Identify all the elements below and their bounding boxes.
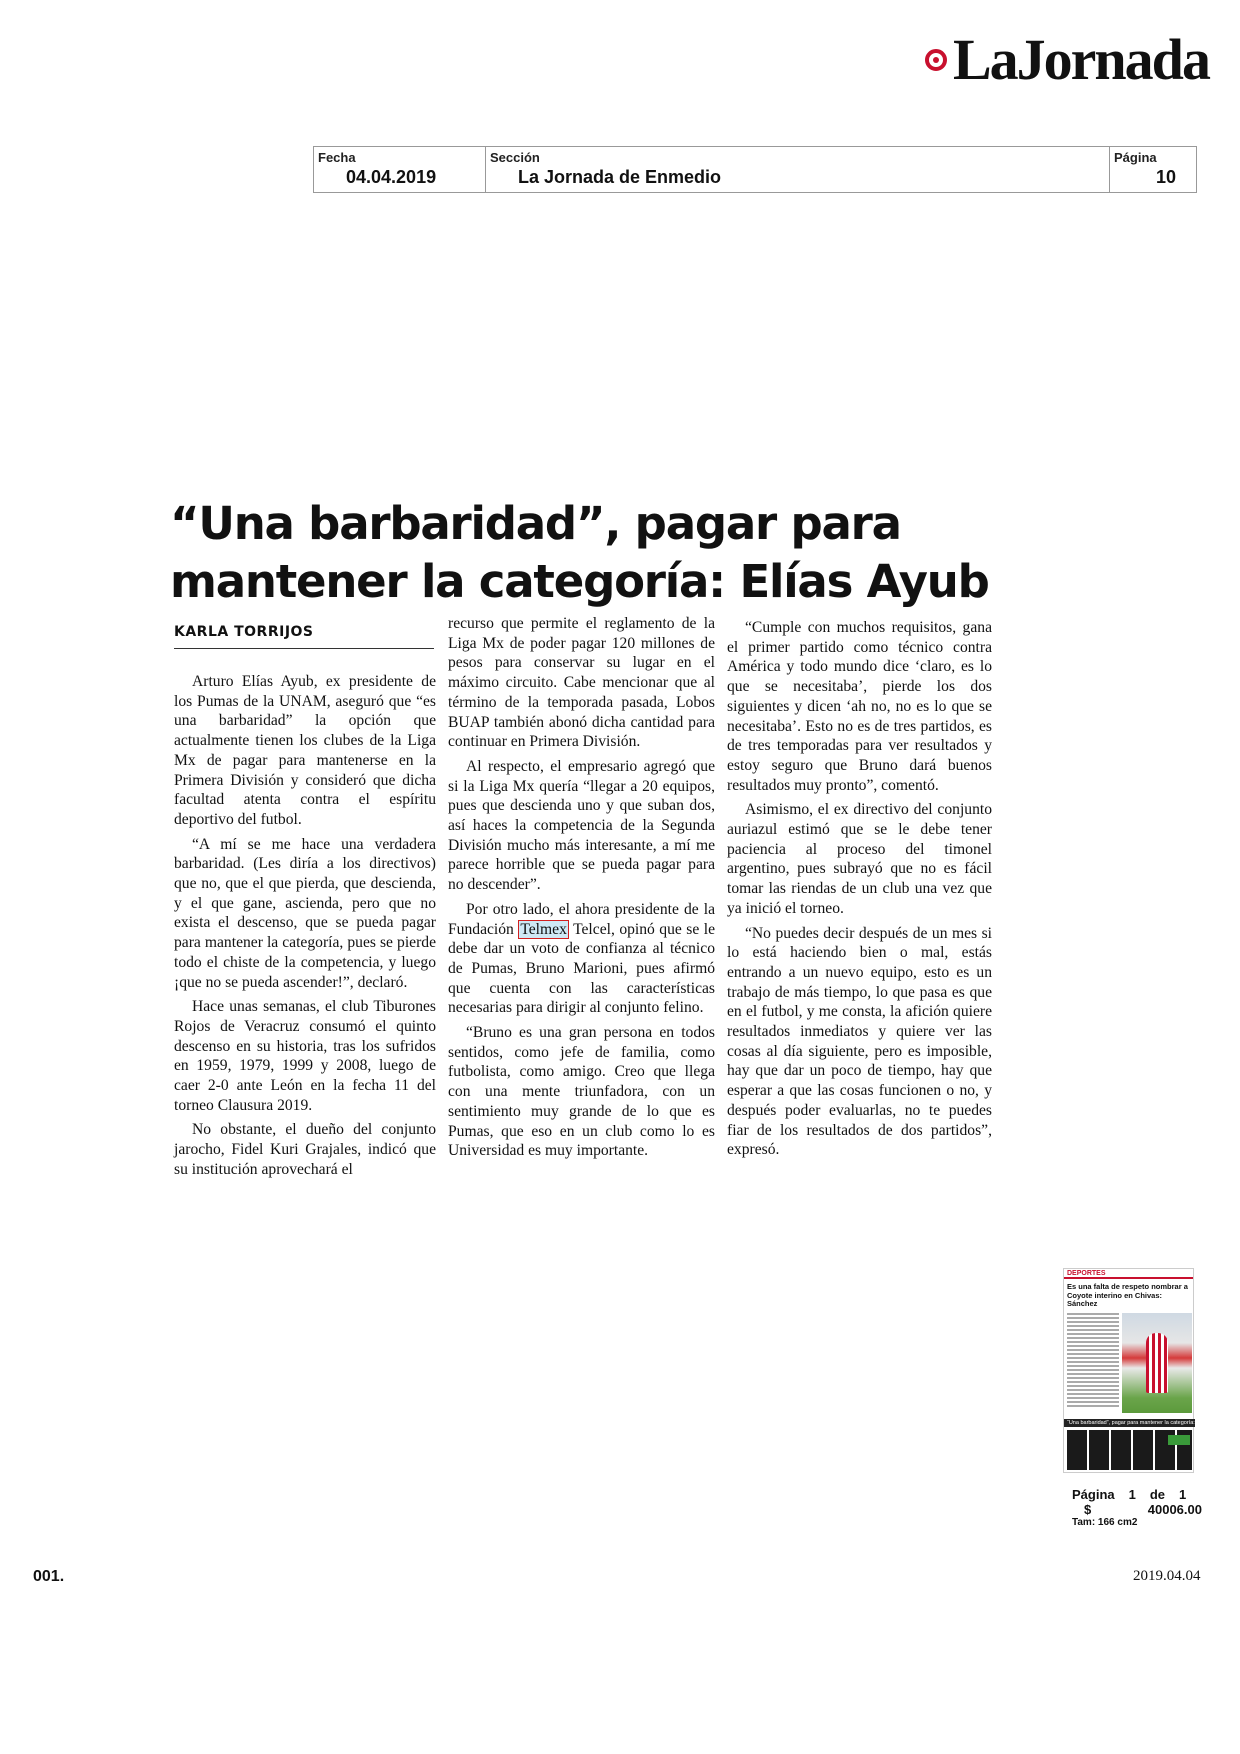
masthead-logo: [925, 28, 1225, 92]
thumbnail-section: DEPORTES: [1064, 1269, 1193, 1279]
paragraph-with-highlight: [448, 900, 715, 1018]
fecha-value: 04.04.2019: [346, 167, 437, 187]
page-info: [1072, 1487, 1202, 1528]
headline-line-2: mantener la categoría: Elías Ayub: [170, 555, 989, 608]
page-de: de: [1149, 1487, 1166, 1502]
thumbnail-headline: Es una falta de respeto nombrar a Coyote interino en Chivas: Sánchez: [1067, 1282, 1188, 1308]
paragraph: Arturo Elías Ayub, ex presidente de los Pumas de la UNAM, aseguró que “es una barbaridad” la opción que actualmente tienen los clubes de la Liga Mx de pagar para mantenerse en la Primera División y consideró que dicha facultad atenta contra el espíritu deportivo del futbol.: [174, 673, 436, 828]
paragraph: Hace unas semanas, el club Tiburones Rojos de Veracruz consumó el quinto descenso en su historia, tras los sufridos en 1959, 1979, 1999 y 2008, luego de caer 2-0 ante León en la fecha 11 del torneo Clausura 2019.: [174, 998, 436, 1114]
article-column-1: [174, 672, 436, 1185]
page-label: Página: [1072, 1487, 1115, 1502]
seccion-value: La Jornada de Enmedio: [518, 167, 722, 187]
paragraph: No obstante, el dueño del conjunto jarocho, Fidel Kuri Grajales, indicó que su institución aprovechará el: [174, 1121, 436, 1178]
paragraph: “A mí se me hace una verdadera barbaridad. (Les diría a los directivos) que no, que el que pierda, que descienda, y el que gane, ascienda, pero que no exista el descenso, que se pueda pagar para mantener la categoría, pues se pierde todo el chiste de la competencia, y luego ¡que no se pueda ascender!”, declaró.: [174, 835, 436, 991]
clipping-info-box: [313, 146, 1197, 193]
thumbnail-footer-headline: “Una barbaridad”, pagar para mantener la categoría: Elías Ayub: [1064, 1419, 1195, 1427]
footer-date: 2019.04.04: [1133, 1568, 1201, 1584]
pagina-value: 10: [1156, 167, 1177, 187]
masthead-name: LaJornada: [953, 27, 1209, 92]
amount: 40006.00: [1147, 1502, 1202, 1517]
thumbnail-ad-badge: [1168, 1435, 1190, 1445]
paragraph-text: Por otro lado, el ahora presidente de la Fundación: [448, 900, 715, 938]
page-value: [1072, 1502, 1202, 1517]
pagina-cell: [1110, 147, 1196, 192]
seccion-label: Sección: [490, 150, 540, 165]
article-column-2: [448, 614, 715, 1166]
highlighted-term[interactable]: Telmex: [520, 920, 567, 938]
paragraph: “Bruno es una gran persona en todos sentidos, como jefe de familia, como futbolista, como amigo. Creo que llega con una mente triunfadora, con un sentimiento muy grande de lo que es Pumas, que eso en un club como lo es Universidad es muy importante.: [448, 1024, 715, 1160]
logo-bullet-icon: [925, 49, 947, 71]
page-count: [1072, 1487, 1202, 1502]
size-info: Tam: 166 cm2: [1072, 1517, 1138, 1528]
paragraph: recurso que permite el reglamento de la Liga Mx de poder pagar 120 millones de pesos para conservar su lugar en el máximo circuito. Cabe mencionar que al término de la temporada pasada, Lobos BUAP también abonó dicha cantidad para continuar en Primera División.: [448, 615, 715, 751]
thumbnail-photo: [1122, 1313, 1192, 1413]
article-headline: [170, 495, 990, 611]
seccion-cell: [486, 147, 1110, 192]
pagina-label: Página: [1114, 150, 1157, 165]
paragraph: “Cumple con muchos requisitos, gana el primer partido como técnico contra América y todo mundo dice ‘claro, es lo que se necesitaba’, pierde los dos siguientes y dicen ‘ah no, no es lo que se necesitaba’. Esto no es de tres partidos, es de tres temporadas para ver resultados y estoy seguro que Bruno dará buenos resultados muy pronto”, comentó.: [727, 619, 992, 794]
article-column-3: [727, 618, 992, 1165]
footer-number: 001.: [33, 1568, 65, 1585]
fecha-cell: [314, 147, 486, 192]
fecha-label: Fecha: [318, 150, 356, 165]
thumbnail-text-lines: [1067, 1313, 1119, 1409]
page-thumbnail[interactable]: [1063, 1268, 1223, 1473]
page-number: 1: [1128, 1487, 1136, 1502]
headline-line-1: “Una barbaridad”, pagar para: [170, 497, 901, 550]
byline: KARLA TORRIJOS: [174, 624, 434, 649]
paragraph: “No puedes decir después de un mes si lo está haciendo bien o mal, estás entrando a un nuevo equipo, esto es un trabajo de más tiempo, lo que pasa es que en el futbol, y me consta, la afición quiere resultados inmediatos y quiere ver las cosas al día siguiente, pero es imposible, hay que dar un poco de tiempo, hay que esperar a que las cosas funcionen o no, y después poder evaluarlas, no te puedes fiar de los resultados de dos partidos”, expresó.: [727, 924, 992, 1159]
paragraph: Asimismo, el ex directivo del conjunto auriazul estimó que se le debe tener paciencia al proceso del timonel argentino, pues subrayó que no es fácil tomar las riendas de un club una vez que ya inició el torneo.: [727, 801, 992, 917]
paragraph: Al respecto, el empresario agregó que si la Liga Mx quería “llegar a 20 equipos, pues que descienda uno y que suban dos, así haces la competencia de la Segunda División mucho más interesante, a mí me parece horrible que se pueda pagar para no descender”.: [448, 757, 715, 894]
page-total: 1: [1179, 1487, 1187, 1502]
currency-symbol: $: [1084, 1502, 1092, 1517]
paragraph-text: Telcel, opinó que se le debe dar un voto de confianza al técnico de Pumas, Bruno Marioni, pues afirmó que cuenta con las características necesarias para dirigir al conjunto felino.: [448, 920, 716, 1017]
